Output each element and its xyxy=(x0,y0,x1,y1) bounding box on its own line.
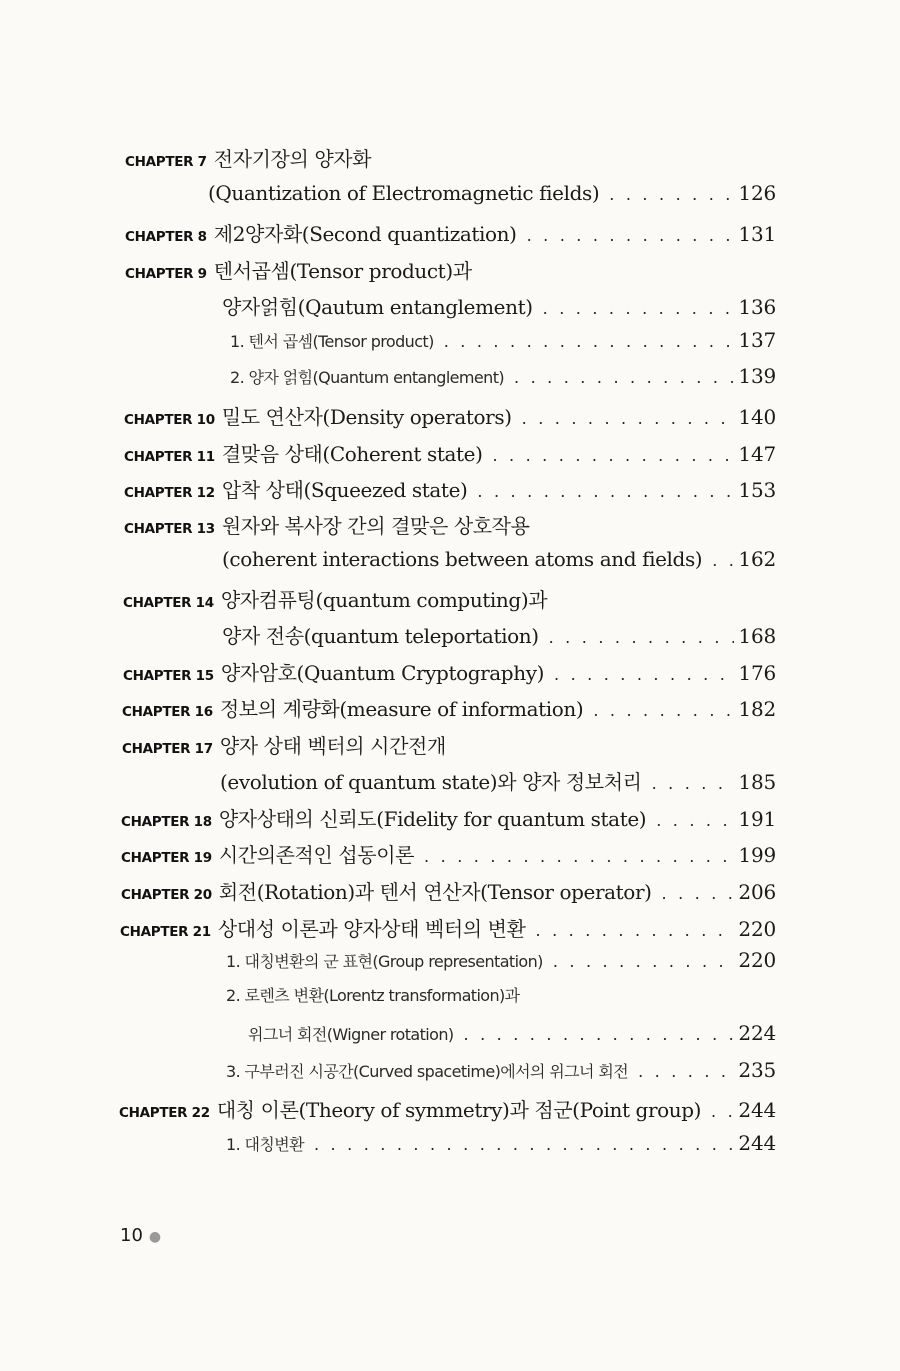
chapter-label: CHAPTER 9 xyxy=(125,266,207,282)
page-ref: 153 xyxy=(738,478,776,502)
toc-entry xyxy=(120,913,776,943)
chapter-title: 양자얽힘(Qautum entanglement) xyxy=(222,295,533,319)
chapter-label: CHAPTER 10 xyxy=(124,412,215,428)
dot-leader xyxy=(553,952,735,971)
page-ref: 191 xyxy=(738,807,776,831)
toc-entry xyxy=(226,983,776,1013)
toc-entry xyxy=(208,181,776,211)
chapter-title: 제2양자화(Second quantization) xyxy=(213,222,517,246)
page-ref: 220 xyxy=(738,917,776,941)
toc-entry xyxy=(230,328,776,358)
chapter-label: CHAPTER 15 xyxy=(123,668,214,684)
chapter-label: CHAPTER 20 xyxy=(121,887,212,903)
chapter-label: CHAPTER 13 xyxy=(124,521,215,537)
toc-entry xyxy=(123,584,776,614)
toc-entry xyxy=(226,1131,776,1161)
chapter-title: 양자컴퓨팅(quantum computing)과 xyxy=(220,588,548,612)
toc-entry xyxy=(125,143,776,173)
chapter-title: (evolution of quantum state)와 양자 정보처리 xyxy=(220,770,642,794)
page-ref: 235 xyxy=(738,1058,776,1082)
dot-leader xyxy=(609,185,734,204)
page-ref: 199 xyxy=(738,843,776,867)
dot-leader xyxy=(549,628,735,647)
chapter-title: 양자 전송(quantum teleportation) xyxy=(222,624,539,648)
toc-entry xyxy=(226,1058,776,1088)
page-ref: 182 xyxy=(738,697,776,721)
toc-entry xyxy=(124,510,776,540)
dot-leader xyxy=(514,368,734,387)
page-number xyxy=(120,1225,161,1246)
dot-leader xyxy=(464,1025,735,1044)
chapter-title: 정보의 계량화(measure of information) xyxy=(219,697,584,721)
dot-leader xyxy=(662,884,735,903)
page-ref: 244 xyxy=(738,1131,776,1155)
toc-entry xyxy=(121,803,776,833)
dot-leader xyxy=(536,921,735,940)
page-ref: 206 xyxy=(738,880,776,904)
page-ref: 185 xyxy=(738,770,776,794)
chapter-title: 시간의존적인 섭동이론 xyxy=(218,843,415,867)
toc-entry xyxy=(121,839,776,869)
dot-leader xyxy=(593,701,734,720)
page-ref: 136 xyxy=(738,295,776,319)
section-title: 2. 양자 얽힘(Quantum entanglement) xyxy=(230,368,505,387)
toc-entry xyxy=(124,474,776,504)
dot-leader xyxy=(477,482,734,501)
chapter-label: CHAPTER 16 xyxy=(122,704,213,720)
dot-leader xyxy=(712,551,734,570)
toc-entry xyxy=(125,255,776,285)
chapter-title: 양자암호(Quantum Cryptography) xyxy=(220,661,544,685)
chapter-title: 텐서곱셈(Tensor product)과 xyxy=(213,259,472,283)
toc-entry xyxy=(226,948,776,978)
chapter-title: 상대성 이론과 양자상태 벡터의 변환 xyxy=(217,917,526,941)
dot-leader xyxy=(543,299,735,318)
dot-leader xyxy=(424,847,734,866)
page-ref: 140 xyxy=(738,405,776,429)
toc-entry xyxy=(122,730,776,760)
toc-entry xyxy=(125,218,776,248)
chapter-title: 원자와 복사장 간의 결맞은 상호작용 xyxy=(221,514,530,538)
chapter-label: CHAPTER 18 xyxy=(121,814,212,830)
dot-leader xyxy=(711,1102,734,1121)
toc-entry xyxy=(248,1021,776,1051)
page-ref: 220 xyxy=(738,948,776,972)
dot-leader xyxy=(314,1135,734,1154)
page-ref: 162 xyxy=(738,547,776,571)
chapter-title: 양자상태의 신뢰도(Fidelity for quantum state) xyxy=(218,807,647,831)
chapter-label: CHAPTER 11 xyxy=(124,449,215,465)
chapter-label: CHAPTER 14 xyxy=(123,595,214,611)
section-title: 1. 대칭변환 xyxy=(226,1135,304,1154)
page-ref: 126 xyxy=(738,181,776,205)
toc-entry xyxy=(122,693,776,723)
dot-leader xyxy=(522,409,735,428)
dot-leader xyxy=(656,811,734,830)
dot-leader xyxy=(527,226,735,245)
page-number-text: 10 xyxy=(120,1225,143,1246)
chapter-label: CHAPTER 17 xyxy=(122,741,213,757)
bullet-icon: ● xyxy=(148,1229,162,1245)
chapter-title: 양자 상태 벡터의 시간전개 xyxy=(219,734,446,758)
chapter-title: 대칭 이론(Theory of symmetry)과 점군(Point group) xyxy=(216,1098,702,1122)
toc-entry xyxy=(119,1094,776,1124)
chapter-title: 밀도 연산자(Density operators) xyxy=(221,405,512,429)
dot-leader xyxy=(652,774,735,793)
page-ref: 244 xyxy=(738,1098,776,1122)
chapter-label: CHAPTER 22 xyxy=(119,1105,210,1121)
page-ref: 224 xyxy=(738,1021,776,1045)
toc-entry xyxy=(220,766,776,796)
chapter-title: 회전(Rotation)과 텐서 연산자(Tensor operator) xyxy=(218,880,652,904)
toc-entry xyxy=(121,876,776,906)
page-ref: 139 xyxy=(738,364,776,388)
chapter-label: CHAPTER 19 xyxy=(121,850,212,866)
chapter-title: (Quantization of Electromagnetic fields) xyxy=(208,181,600,205)
chapter-label: CHAPTER 7 xyxy=(125,154,207,170)
chapter-title: 결맞음 상태(Coherent state) xyxy=(221,442,483,466)
chapter-label: CHAPTER 12 xyxy=(124,485,215,501)
section-title: 2. 로렌츠 변환(Lorentz transformation)과 xyxy=(226,986,520,1005)
chapter-title: 전자기장의 양자화 xyxy=(213,147,372,171)
section-title: 3. 구부러진 시공간(Curved spacetime)에서의 위그너 회전 xyxy=(226,1062,629,1081)
toc-entry xyxy=(222,291,776,321)
page-ref: 176 xyxy=(738,661,776,685)
dot-leader xyxy=(554,665,734,684)
chapter-title: 압착 상태(Squeezed state) xyxy=(221,478,468,502)
chapter-label: CHAPTER 8 xyxy=(125,229,207,245)
section-title: 위그너 회전(Wigner rotation) xyxy=(248,1025,454,1044)
toc-entry xyxy=(222,620,776,650)
page-ref: 147 xyxy=(738,442,776,466)
dot-leader xyxy=(444,332,735,351)
chapter-label: CHAPTER 21 xyxy=(120,924,211,940)
page-ref: 168 xyxy=(738,624,776,648)
toc-entry xyxy=(230,364,776,394)
section-title: 1. 대칭변환의 군 표현(Group representation) xyxy=(226,952,543,971)
toc-entry xyxy=(222,547,776,577)
page-ref: 131 xyxy=(738,222,776,246)
section-title: 1. 텐서 곱셈(Tensor product) xyxy=(230,332,434,351)
toc-entry xyxy=(124,401,776,431)
toc-entry xyxy=(124,438,776,468)
toc-entry xyxy=(123,657,776,687)
page-ref: 137 xyxy=(738,328,776,352)
dot-leader xyxy=(492,446,734,465)
dot-leader xyxy=(638,1062,734,1081)
chapter-title: (coherent interactions between atoms and fields) xyxy=(222,547,703,571)
